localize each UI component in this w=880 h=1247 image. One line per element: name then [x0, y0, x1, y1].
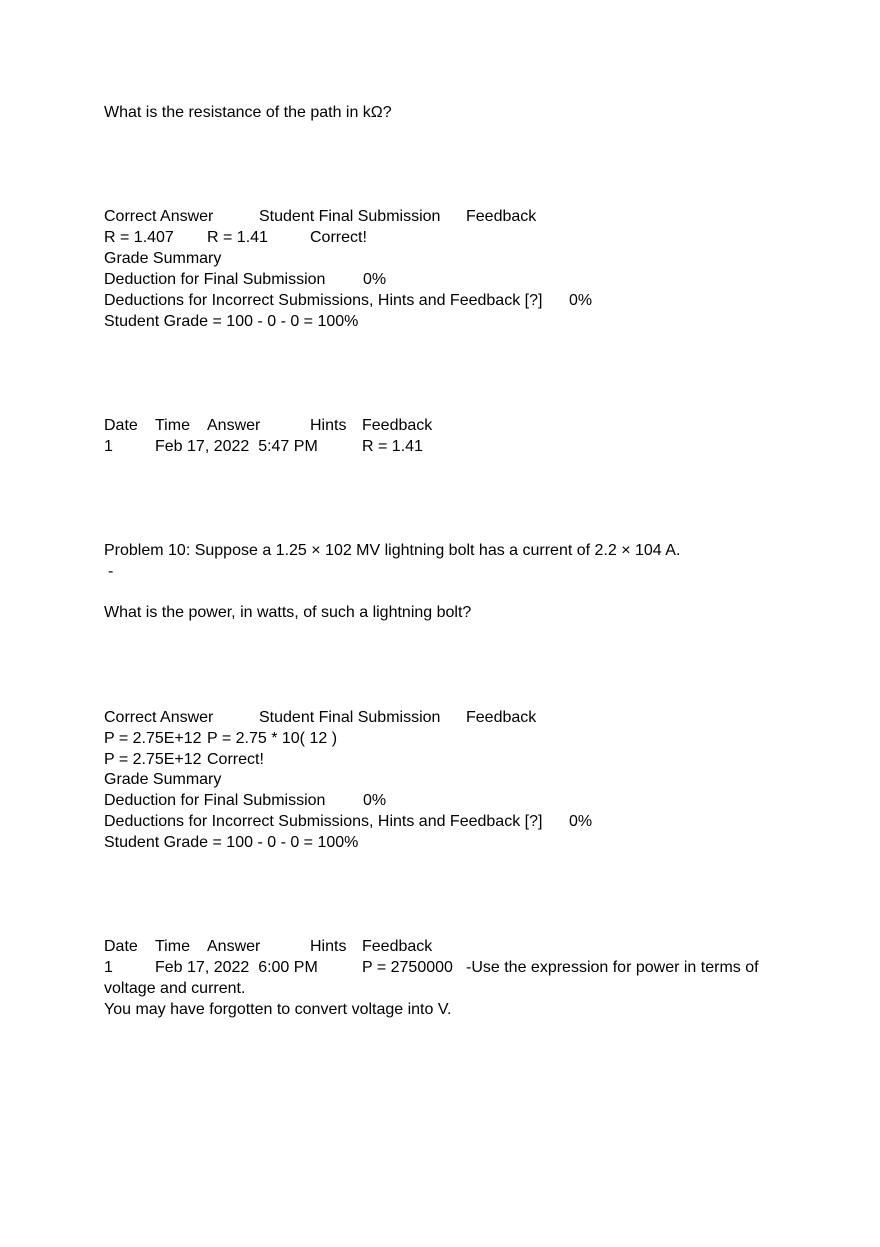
deduction-incorrect-value: 0% [569, 813, 593, 830]
deduction-final-value: 0% [363, 271, 387, 288]
header-student-final: Student Final Submission [259, 709, 441, 726]
history-header-date: Date [104, 417, 138, 434]
history-feedback-continued: voltage and current. [104, 980, 246, 997]
header-feedback: Feedback [466, 709, 537, 726]
history-feedback-note: You may have forgotten to convert voltage into V. [104, 1001, 452, 1018]
deduction-incorrect-label: Deductions for Incorrect Submissions, Hints and Feedback [?] [104, 813, 543, 830]
grade-summary-title: Grade Summary [104, 771, 222, 788]
history-header-feedback: Feedback [362, 938, 433, 955]
student-grade: Student Grade = 100 - 0 - 0 = 100% [104, 834, 359, 851]
deduction-incorrect-value: 0% [569, 292, 593, 309]
deduction-final-label: Deduction for Final Submission [104, 271, 326, 288]
student-grade: Student Grade = 100 - 0 - 0 = 100% [104, 313, 359, 330]
history-header-answer: Answer [207, 417, 261, 434]
history-header-date: Date [104, 938, 138, 955]
q10-question: What is the power, in watts, of such a lightning bolt? [104, 604, 472, 621]
q10-dash: - [108, 563, 114, 580]
header-student-final: Student Final Submission [259, 208, 441, 225]
header-feedback: Feedback [466, 208, 537, 225]
deduction-incorrect-label: Deductions for Incorrect Submissions, Hints and Feedback [?] [104, 292, 543, 309]
correct-answer: P = 2.75E+12 [104, 730, 202, 747]
history-index: 1 [104, 438, 113, 455]
history-index: 1 [104, 959, 113, 976]
header-correct-answer: Correct Answer [104, 709, 214, 726]
student-final-evaluated: P = 2.75E+12 [104, 751, 202, 768]
q10-problem: Problem 10: Suppose a 1.25 × 102 MV lightning bolt has a current of 2.2 × 104 A. [104, 542, 681, 559]
student-final: R = 1.41 [207, 229, 268, 246]
history-datetime: Feb 17, 2022 6:00 PM [155, 959, 318, 976]
history-header-time: Time [155, 417, 190, 434]
grade-summary-title: Grade Summary [104, 250, 222, 267]
feedback: Correct! [207, 751, 264, 768]
deduction-final-value: 0% [363, 792, 387, 809]
history-feedback: -Use the expression for power in terms of [466, 959, 759, 976]
history-header-hints: Hints [310, 938, 347, 955]
student-final: P = 2.75 * 10( 12 ) [207, 730, 338, 747]
history-answer: P = 2750000 [362, 959, 453, 976]
header-correct-answer: Correct Answer [104, 208, 214, 225]
feedback: Correct! [310, 229, 367, 246]
history-answer: R = 1.41 [362, 438, 423, 455]
history-header-feedback: Feedback [362, 417, 433, 434]
deduction-final-label: Deduction for Final Submission [104, 792, 326, 809]
history-datetime: Feb 17, 2022 5:47 PM [155, 438, 318, 455]
history-header-time: Time [155, 938, 190, 955]
q9-question: What is the resistance of the path in kΩ? [104, 104, 392, 121]
correct-answer: R = 1.407 [104, 229, 174, 246]
history-header-hints: Hints [310, 417, 347, 434]
history-header-answer: Answer [207, 938, 261, 955]
